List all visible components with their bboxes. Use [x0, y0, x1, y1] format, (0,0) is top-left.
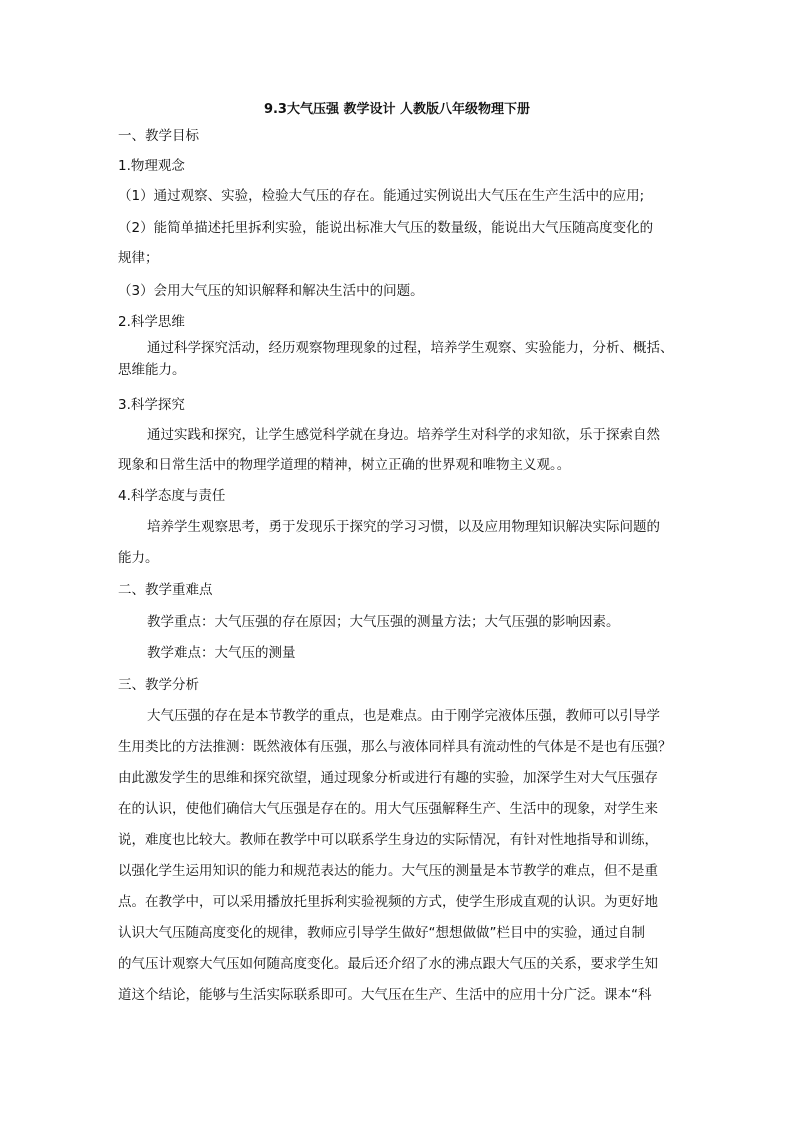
objective-item-3: （3）会用大气压的知识解释和解决生活中的问题。 [118, 283, 424, 299]
analysis-line: 道这个结论，能够与生活实际联系即可。大气压在生产、生活中的应用十分广泛。课本“科 [118, 987, 652, 1003]
attitude-line-1: 培养学生观察思考，勇于发现乐于探究的学习习惯，以及应用物理知识解决实际问题的 [147, 519, 660, 535]
analysis-line: 说，难度也比较大。教师在教学中可以联系学生身边的实际情况，有针对性地指导和训练， [118, 832, 658, 848]
section-heading-analysis: 三、教学分析 [118, 677, 199, 693]
section-heading-objectives: 一、教学目标 [118, 128, 199, 144]
analysis-line: 大气压强的存在是本节教学的重点，也是难点。由于刚学完液体压强，教师可以引导学 [147, 708, 660, 724]
analysis-line: 点。在教学中，可以采用播放托里拆利实验视频的方式，使学生形成直观的认识。为更好地 [118, 894, 658, 910]
analysis-line: 在的认识，使他们确信大气压强是存在的。用大气压强解释生产、生活中的现象，对学生来 [118, 801, 658, 817]
analysis-line: 生用类比的方法推测：既然液体有压强，那么与液体同样具有流动性的气体是不是也有压强？ [118, 739, 672, 755]
scientific-thinking-line-1: 通过科学探究活动，经历观察物理现象的过程，培养学生观察、实验能力，分析、概括、 [147, 340, 674, 356]
scientific-thinking-line-2: 思维能力。 [118, 362, 186, 378]
analysis-line: 认识大气压随高度变化的规律，教师应引导学生做好“想想做做”栏目中的实验，通过自制 [118, 925, 645, 941]
section-heading-key-points: 二、教学重难点 [118, 582, 213, 598]
subheading-physics-concept: 1.物理观念 [118, 158, 185, 174]
analysis-line: 以强化学生运用知识的能力和规范表达的能力。大气压的测量是本节教学的难点，但不是重 [118, 863, 658, 879]
analysis-line: 由此激发学生的思维和探究欲望，通过现象分析或进行有趣的实验，加深学生对大气压强存 [118, 770, 658, 786]
objective-item-1: （1）通过观察、实验，检验大气压的存在。能通过实例说出大气压在生产生活中的应用; [118, 188, 645, 204]
difficult-point-text: 教学难点：大气压的测量 [147, 645, 296, 661]
objective-item-2-line-1: （2）能简单描述托里拆利实验，能说出标准大气压的数量级，能说出大气压随高度变化的 [118, 220, 654, 236]
scientific-inquiry-line-2: 现象和日常生活中的物理学道理的精神，树立正确的世界观和唯物主义观。。 [118, 457, 571, 473]
key-point-text: 教学重点：大气压强的存在原因；大气压强的测量方法；大气压强的影响因素。 [147, 614, 620, 630]
analysis-line: 的气压计观察大气压如何随高度变化。最后还介绍了水的沸点跟大气压的关系，要求学生知 [118, 956, 658, 972]
scientific-inquiry-line-1: 通过实践和探究，让学生感觉科学就在身边。培养学生对科学的求知欲，乐于探索自然 [147, 427, 660, 443]
objective-item-2-line-2: 规律； [118, 250, 159, 266]
subheading-scientific-inquiry: 3.科学探究 [118, 397, 185, 413]
subheading-scientific-thinking: 2.科学思维 [118, 314, 185, 330]
document-title: 9.3大气压强 教学设计 人教版八年级物理下册 [263, 102, 531, 117]
subheading-attitude-responsibility: 4.科学态度与责任 [118, 488, 226, 504]
attitude-line-2: 能力。 [118, 550, 159, 566]
